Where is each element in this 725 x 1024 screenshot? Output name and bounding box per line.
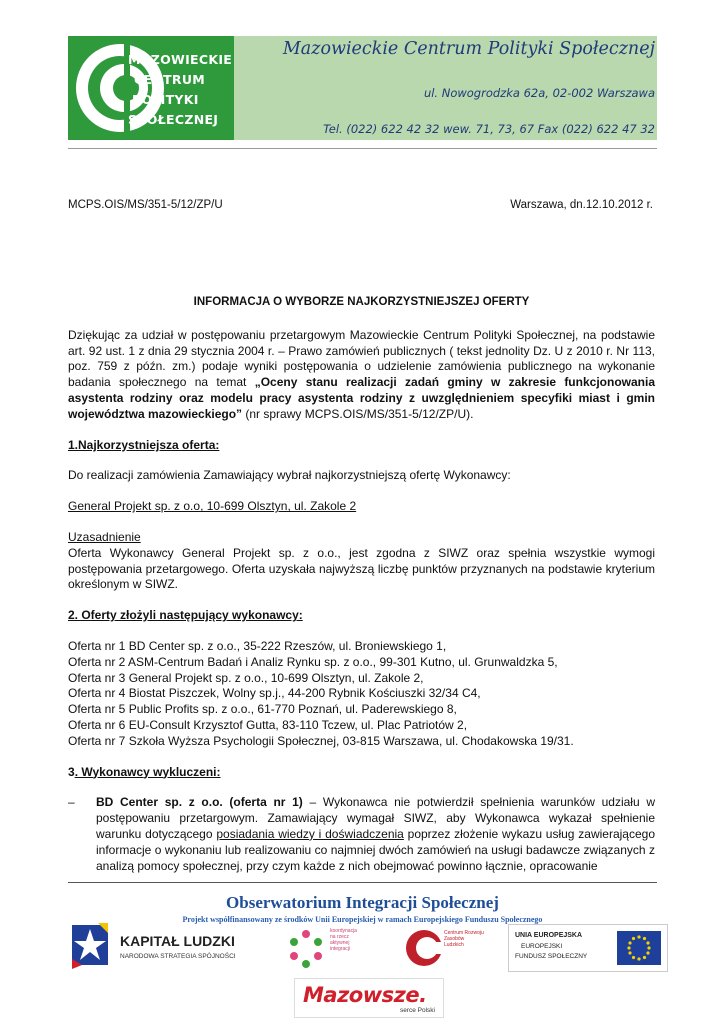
exclusion-key-term: posiadania wiedzy i doświadczenia: [216, 826, 404, 841]
intro-paragraph: [68, 328, 655, 423]
logo-line: POLITYKI: [132, 92, 199, 107]
footer-project-title: Obserwatorium Integracji Społecznej: [226, 893, 499, 912]
eu-fund-logo: [508, 924, 668, 972]
document-title: INFORMACJA O WYBORZE NAJKORZYSTNIEJSZEJ OFERTY: [193, 296, 530, 308]
offer-item: Oferta nr 5 Public Profits sp. z o.o., 61-770 Poznań, ul. Paderewskiego 8,: [68, 702, 457, 717]
header-band: [234, 36, 657, 140]
section3-number: 3: [68, 764, 75, 779]
offer-item: Oferta nr 3 General Projekt sp. z o.o., 10-699 Olsztyn, ul. Zakole 2,: [68, 670, 424, 685]
kapital-ludzki-star-icon: [68, 919, 116, 975]
red-c-logo-icon: [404, 926, 444, 970]
bullet-dash: –: [68, 795, 75, 810]
excluded-contractor-name: BD Center sp. z o.o. (oferta nr 1): [96, 795, 303, 810]
offer-item: Oferta nr 2 ASM-Centrum Badań i Analiz Rynku sp. z o.o., 99-301 Kutno, ul. Grunwaldzka 5,: [68, 654, 558, 669]
offers-list: [68, 639, 655, 750]
footer-funding-note: Projekt współfinansowany ze środków Unii Europejskiej w ramach Europejskiego Funduszu Społecznego: [182, 915, 543, 924]
section2-heading: 2. Oferty złożyli następujący wykonawcy:: [68, 608, 303, 623]
logo-line: CENTRUM: [134, 72, 206, 87]
people-circle-icon: [286, 926, 326, 970]
intro-text: Dziękując za udział w postępowaniu przetargowym Mazowieckie Centrum Polityki Społecznej, na podstawie art. 92 ust. 1 z dnia 29 stycznia 2004 r. – Prawo zamówień publicznych ( tekst jednolity Dz. U z 2010 r. Nr 113, poz. 759 z późn. zm.) podaje wyniki postępowania o udzielenie zamówienia publicznego na wykonanie badania społecznego na temat: [68, 327, 655, 390]
eu-flag-icon: [617, 931, 661, 965]
winning-offer: General Projekt sp. z o.o, 10-699 Olsztyn, ul. Zakole 2: [68, 499, 357, 514]
intro-case-number: (nr sprawy MCPS.OIS/MS/351-5/12/ZP/U).: [242, 406, 474, 421]
mazowsze-tagline: serce Polski: [399, 1007, 435, 1014]
case-reference: MCPS.OIS/MS/351-5/12/ZP/U: [68, 199, 223, 211]
koordynacja-text: koordynacja na rzecz aktywnej integracji: [330, 928, 357, 952]
offer-item: Oferta nr 7 Szkoła Wyższa Psychologii Społecznej, 03-815 Warszawa, ul. Chodakowska 19/31.: [68, 733, 574, 748]
offer-item: Oferta nr 4 Biostat Piszczek, Wolny sp.j., 44-200 Rybnik Kościuszki 32/34 C4,: [68, 686, 481, 701]
mcps-small-logo: [404, 924, 494, 972]
mazowsze-logo: [294, 978, 444, 1018]
institution-address: ul. Nowogrodzka 62a, 02-002 Warszawa: [423, 86, 655, 100]
exclusion-reason: – Wykonawca nie potwierdził spełnienia warunków udziału w postępowaniu przetargowym. Zamawiający wymagał SIWZ, aby Wykonawca wykazał spełnienie warunku dotyczącego: [96, 795, 656, 841]
document-body: [68, 295, 655, 874]
section3-heading: [68, 765, 655, 781]
header-divider: [68, 148, 657, 149]
institution-name: Mazowieckie Centrum Polityki Społecznej: [282, 39, 655, 59]
letter-date: Warszawa, dn.12.10.2012 r.: [510, 199, 653, 211]
mcps-small-text: Centrum Rozwoju Zasobów Ludzkich: [444, 930, 484, 948]
letterhead: [68, 36, 657, 140]
institution-phone: Tel. (022) 622 42 32 wew. 71, 73, 67 Fax (022) 622 47 32: [323, 122, 655, 136]
justification-label: Uzasadnienie: [68, 529, 141, 544]
study-title: „Oceny stanu realizacji zadań gminy w zakresie funkcjonowania asystenta rodziny oraz modelu pracy asystenta rodziny z uwzględnieniem specyfiki miast i gmin województwa mazowieckiego”: [68, 375, 655, 421]
eu-line3: FUNDUSZ SPOŁECZNY: [515, 953, 588, 960]
justification-text: Oferta Wykonawcy General Projekt sp. z o.o., jest zgodna z SIWZ oraz spełnia wszystkie wymogi postępowania przetargowego. Oferta uzyskała najwyższą liczbę punktów przyznanych na podstawie kryterium określonym w SIWZ.: [68, 545, 655, 592]
exclusion-reason-cont: poprzez złożenie wykazu usług zawierającego informacje o wykonaniu lub realizowaniu co najmniej dwóch zamówień na usługi badawcze związanych z analizą pomocy społecznej, przy czym każde z nich obejmować powinno łącznie, opracowanie: [96, 826, 655, 873]
footer-divider: [68, 882, 657, 883]
kapital-ludzki-tagline: NARODOWA STRATEGIA SPÓJNOŚCI: [120, 953, 236, 960]
mazowsze-name: Mazowsze.: [303, 983, 427, 1007]
excluded-contractor-item: [68, 795, 655, 874]
kapital-ludzki-logo: [68, 917, 268, 977]
eu-name: UNIA EUROPEJSKA: [515, 932, 583, 939]
logo-line: MAZOWIECKIE: [128, 52, 233, 67]
kapital-ludzki-name: KAPITAŁ LUDZKI: [120, 933, 235, 949]
koordynacja-logo: [286, 924, 396, 972]
offer-item: Oferta nr 1 BD Center sp. z o.o., 35-222 Rzeszów, ul. Broniewskiego 1,: [68, 638, 447, 653]
section1-heading: 1.Najkorzystniejsza oferta:: [68, 437, 220, 452]
logo-text: [128, 50, 234, 130]
eu-line2: EUROPEJSKI: [521, 943, 563, 950]
logo-line: SPOŁECZNEJ: [128, 112, 219, 127]
mcps-logo: [68, 36, 234, 140]
offer-item: Oferta nr 6 EU-Consult Krzysztof Gutta, 83-110 Tczew, ul. Plac Patriotów 2,: [68, 717, 468, 732]
section3-title: . Wykonawcy wykluczeni:: [74, 764, 221, 779]
section1-text: Do realizacji zamówienia Zamawiający wybrał najkorzystniejszą ofertę Wykonawcy:: [68, 468, 511, 483]
